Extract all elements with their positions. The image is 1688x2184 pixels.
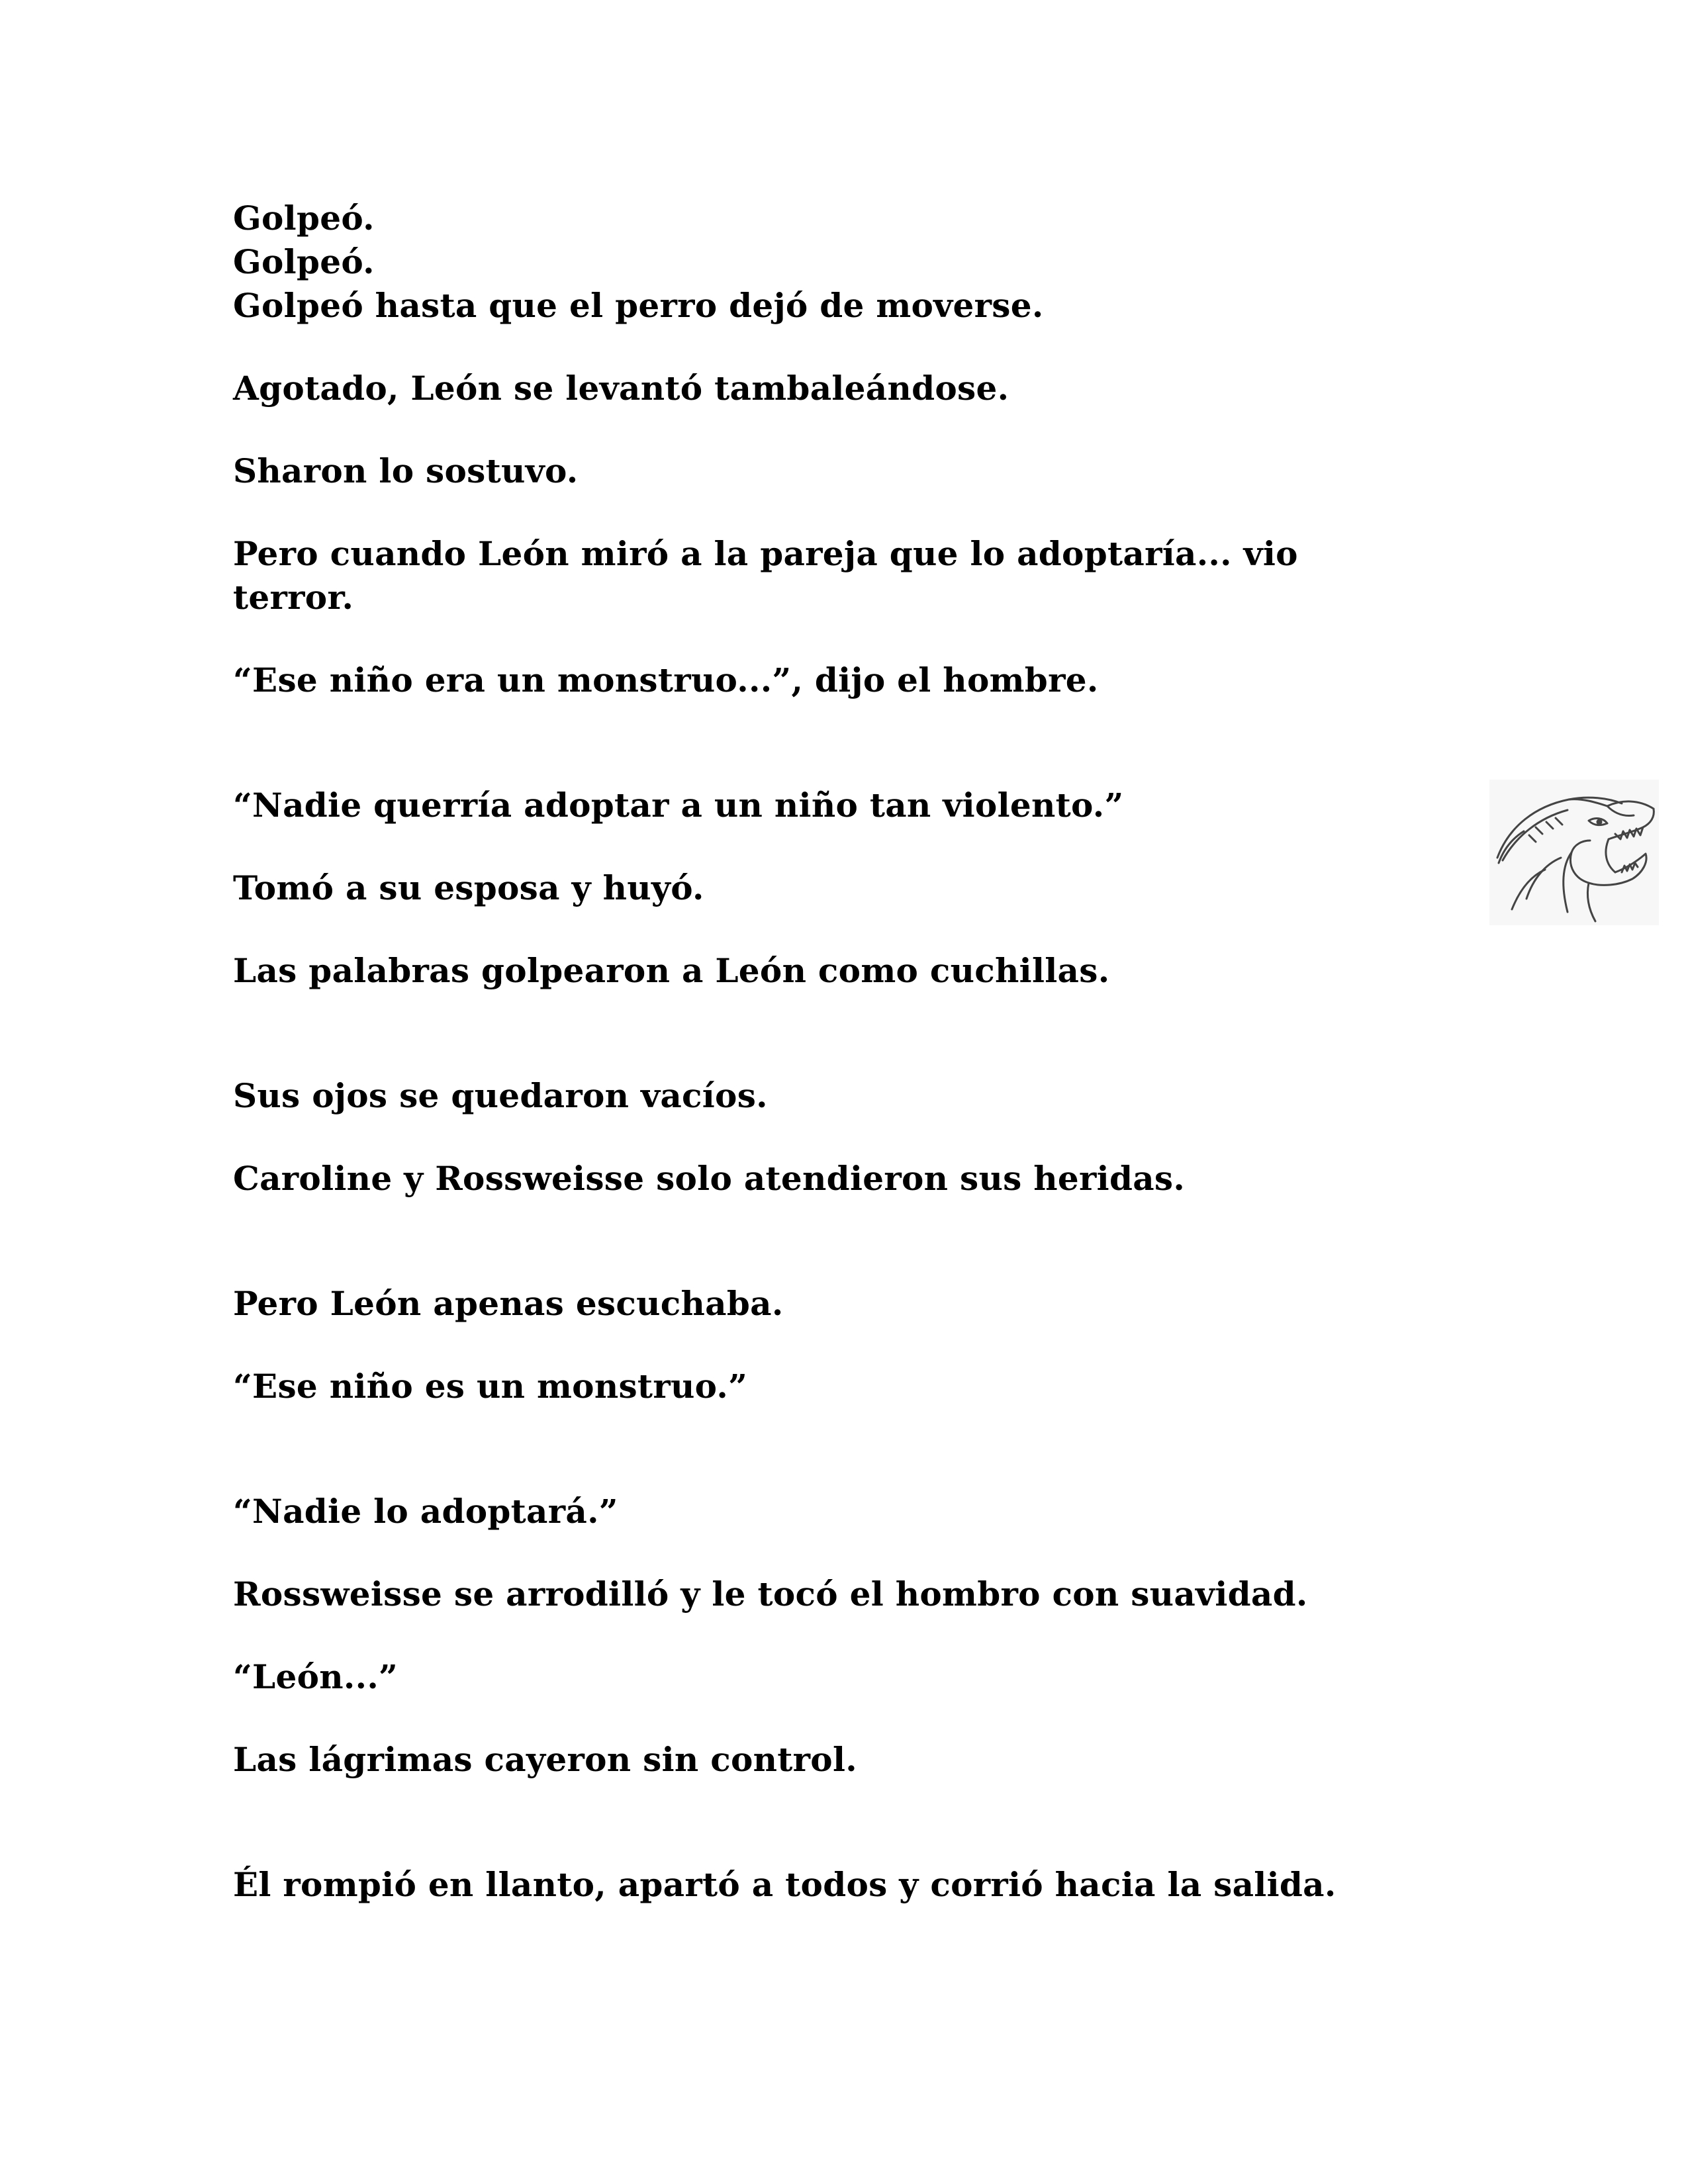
dinosaur-head-sketch-icon — [1489, 780, 1659, 925]
text-line: Pero cuando León miró a la pareja que lo adoptaría... vio — [233, 534, 1298, 573]
text-line: Sharon lo sostuvo. — [233, 451, 579, 490]
text-line: Sus ojos se quedaron vacíos. — [233, 1076, 768, 1115]
text-line: “Nadie querría adoptar a un niño tan violento.” — [233, 786, 1124, 825]
text-line: “León...” — [233, 1657, 399, 1696]
text-line: Agotado, León se levantó tambaleándose. — [233, 369, 1009, 408]
text-line: Las palabras golpearon a León como cuchillas. — [233, 951, 1110, 990]
text-line: Caroline y Rossweisse solo atendieron sus heridas. — [233, 1159, 1186, 1198]
text-line: Él rompió en llanto, apartó a todos y corrió hacia la salida. — [233, 1865, 1336, 1904]
text-line: “Nadie lo adoptará.” — [233, 1492, 618, 1531]
text-line: Pero León apenas escuchaba. — [233, 1284, 784, 1323]
text-line: “Ese niño es un monstruo.” — [233, 1367, 748, 1406]
text-line: Golpeó hasta que el perro dejó de moverse. — [233, 286, 1044, 325]
text-line: Rossweisse se arrodilló y le tocó el hombro con suavidad. — [233, 1574, 1308, 1614]
text-line: Golpeó. — [233, 199, 375, 238]
text-line: Tomó a su esposa y huyó. — [233, 868, 704, 907]
text-line: “Ese niño era un monstruo...”, dijo el hombre. — [233, 660, 1099, 700]
text-line: Las lágrimas cayeron sin control. — [233, 1740, 857, 1779]
text-line: terror. — [233, 578, 354, 617]
text-line: Golpeó. — [233, 242, 375, 281]
